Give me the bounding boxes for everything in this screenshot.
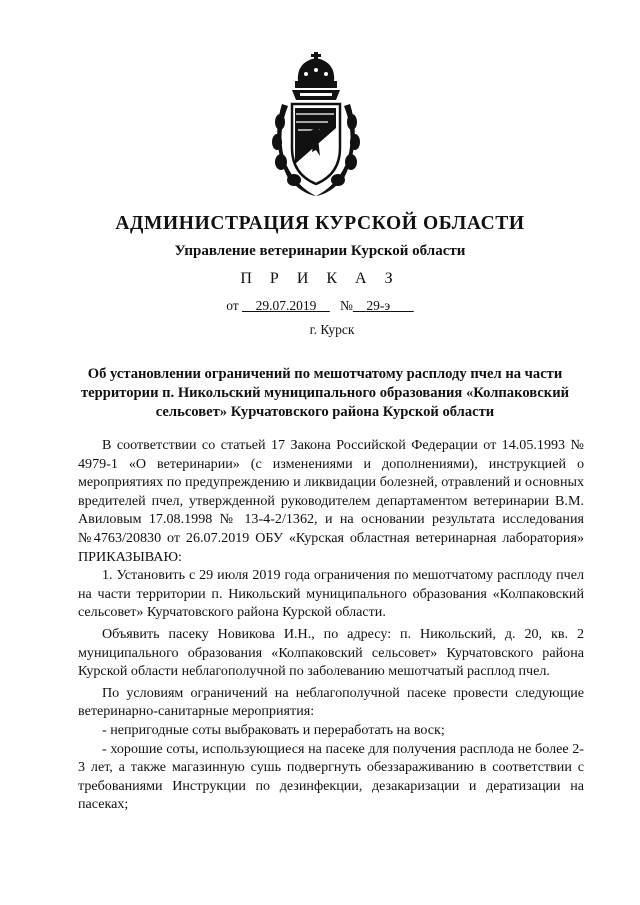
organization-title: АДМИНИСТРАЦИЯ КУРСКОЙ ОБЛАСТИ: [115, 213, 525, 234]
paragraph: 1. Установить с 29 июля 2019 года ограничения по мешотчатому расплоду пчел на части территории п. Никольский муниципального образования «Колпаковский сельсовет» Курчатовского района Курской области.: [78, 567, 584, 621]
paragraph: По условиям ограничений на неблагополучной пасеке провести следующие ветеринарно-санитарные мероприятия:: [78, 684, 584, 720]
order-date: 29.07.2019: [255, 298, 317, 313]
paragraph: В соответствии со статьей 17 Закона Российской Федерации от 14.05.1993 № 4979-1 «О ветеринарии» (с изменениями и дополнениями), инструкцией о мероприятиях по предупреждению и ликвидации болезней, отравлений и основных вредителей пчел, утвержденной руководителем департаментом ветеринарии В.М. Авиловым 17.08.1998 № 13-4-2/1362, и на основании результата исследования №4763/20830 от 26.07.2019 ОБУ «Курская областная ветеринарная лаборатория» ПРИКАЗЫВАЮ:: [78, 437, 584, 565]
paragraph: - хорошие соты, использующиеся на пасеке для получения расплода не более 2-3 лет, а также магазинную сушь подвергнуть обеззараживанию в соответствии с требованиями Инструкции по дезинфекции, дезакаризации и дератизации на пасеках;: [78, 740, 584, 813]
number-prefix: №: [339, 298, 353, 313]
order-number: 29-э: [366, 298, 391, 313]
paragraph: Объявить пасеку Новикова И.Н., по адресу: п. Никольский, д. 20, кв. 2 муниципального образования «Колпаковский сельсовет» Курчатовского района Курской области неблагополучной по заболеванию мешотчатый расплод пчел.: [78, 625, 584, 680]
paragraph: - непригодные соты выбраковать и переработать на воск;: [102, 721, 445, 738]
kursk-coat-of-arms-emblem: [268, 52, 364, 200]
date-prefix: от: [226, 298, 239, 313]
order-heading: Об установлении ограничений по мешотчатому расплоду пчел на части территории п. Никольский муниципального образования «Колпаковский сельсовет» Курчатовского района Курской области: [80, 366, 570, 420]
date-number-line: [0, 298, 640, 314]
order-body: [78, 436, 584, 814]
city: г. Курск: [309, 322, 355, 337]
department-subtitle: Управление ветеринарии Курской области: [174, 243, 466, 259]
document-type: П Р И К А З: [240, 270, 400, 287]
